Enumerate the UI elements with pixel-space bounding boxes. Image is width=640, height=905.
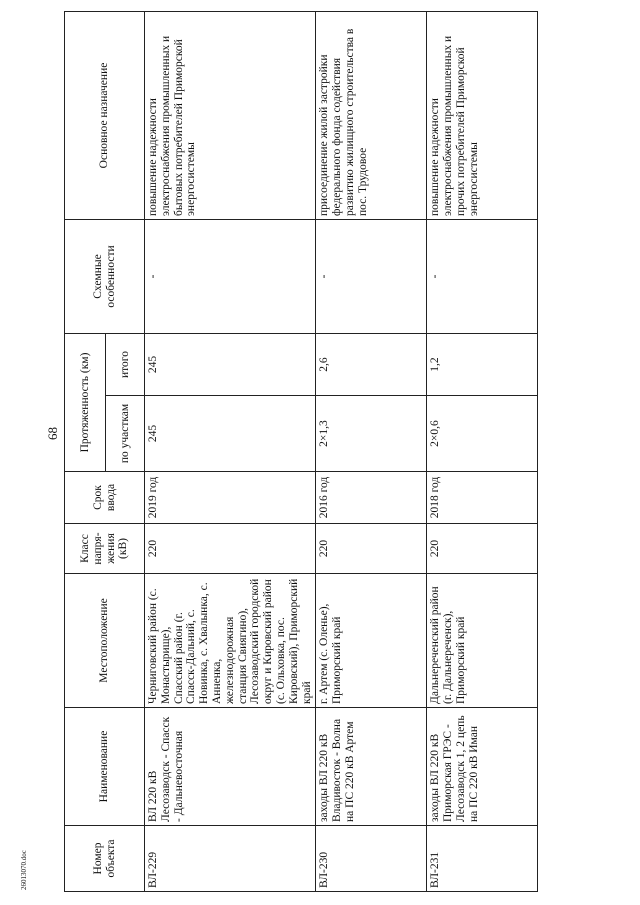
header-row (65, 12, 106, 892)
cell-year: 2018 год (427, 472, 538, 524)
table-row (427, 12, 538, 892)
cell-location: Черниговский район (с. Монастырище), Спасский район (г. Спасск-Дальний, с. Новинка, с. Хвалынка, с. Анненка, железнодорожная станция Свиягино), Лесозаводский городской округ и Кировский район (с. Ольховка, пос. Кировский), Приморский край (145, 574, 316, 708)
cell-location: г. Артем (с. Оленье), Приморский край (316, 574, 427, 708)
cell-name: заходы ВЛ 220 кВ Приморская ГРЭС - Лесозаводск 1, 2 цепь на ПС 220 кВ Иман (427, 708, 538, 826)
cell-location: Дальнереченский район (г. Дальнереченск), Приморский край (427, 574, 538, 708)
header-length-sections: по участкам (106, 396, 145, 472)
cell-number: ВЛ-229 (145, 826, 316, 892)
cell-features: - (145, 220, 316, 334)
header-year: Срок ввода (65, 472, 145, 524)
cell-voltage: 220 (427, 524, 538, 574)
page-number: 68 (45, 427, 60, 440)
header-location: Местоположение (65, 574, 145, 708)
header-number: Номер объекта (65, 826, 145, 892)
document-code: 26013070.doc (20, 850, 28, 890)
cell-name: ВЛ 220 кВ Лесозаводск - Спасск - Дальневосточная (145, 708, 316, 826)
power-lines-table (64, 11, 538, 892)
cell-purpose: повышение надежности электроснабжения промышленных и прочих потребителей Приморской энергосистемы (427, 12, 538, 220)
cell-features: - (316, 220, 427, 334)
cell-number: ВЛ-230 (316, 826, 427, 892)
header-name: Наименование (65, 708, 145, 826)
cell-features: - (427, 220, 538, 334)
header-voltage: Класс напря-жения (кВ) (65, 524, 145, 574)
cell-length-sections: 245 (145, 396, 316, 472)
rotated-page-content (64, 12, 516, 892)
cell-year: 2019 год (145, 472, 316, 524)
table-row (145, 12, 316, 892)
cell-length-sections: 2×1,3 (316, 396, 427, 472)
cell-voltage: 220 (145, 524, 316, 574)
cell-name: заходы ВЛ 220 кВ Владивосток - Волна на ПС 220 кВ Артем (316, 708, 427, 826)
header-length: Протяженность (км) (65, 334, 106, 472)
cell-length-total: 1,2 (427, 334, 538, 396)
cell-length-total: 2,6 (316, 334, 427, 396)
cell-number: ВЛ-231 (427, 826, 538, 892)
cell-purpose: присоединение жилой застройки федерального фонда содействия развитию жилищного строительства в пос. Трудовое (316, 12, 427, 220)
cell-length-sections: 2×0,6 (427, 396, 538, 472)
cell-length-total: 245 (145, 334, 316, 396)
table-row (316, 12, 427, 892)
cell-year: 2016 год (316, 472, 427, 524)
cell-purpose: повышение надежности электроснабжения промышленных и бытовых потребителей Приморской энергосистемы (145, 12, 316, 220)
header-purpose: Основное назначение (65, 12, 145, 220)
header-length-total: итого (106, 334, 145, 396)
header-features: Схемные особенности (65, 220, 145, 334)
cell-voltage: 220 (316, 524, 427, 574)
